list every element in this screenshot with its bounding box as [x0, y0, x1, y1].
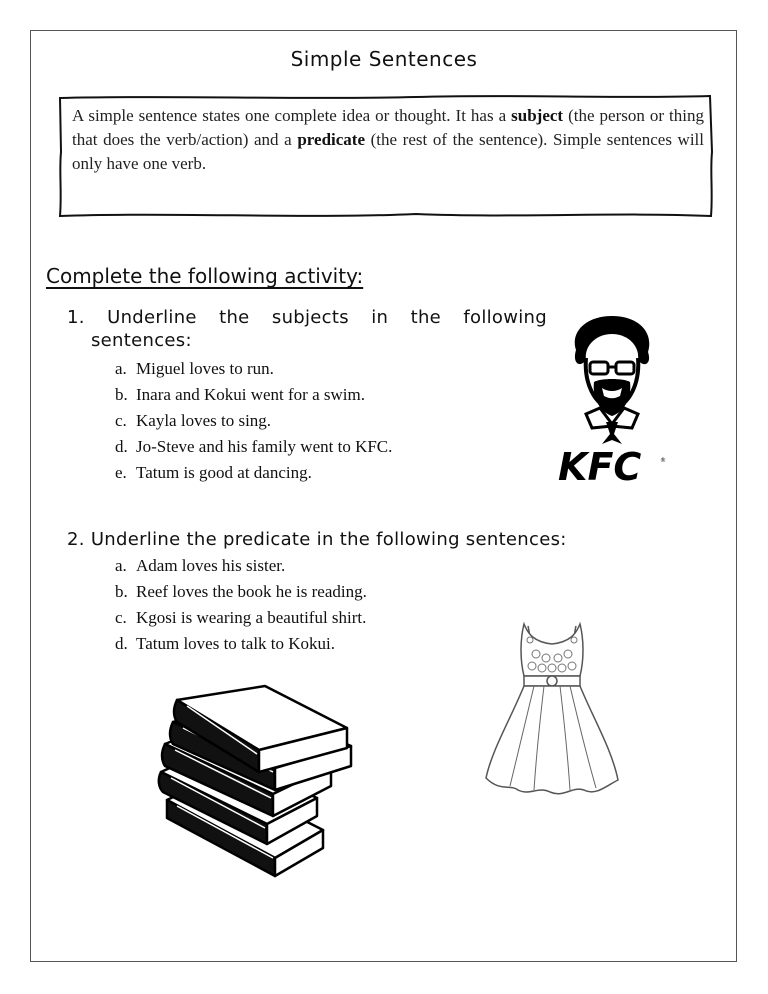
question-number: 2.	[67, 529, 85, 550]
list-item: b. Inara and Kokui went for a swim.	[115, 385, 365, 404]
page-title: Simple Sentences	[290, 47, 478, 71]
list-item: c. Kayla loves to sing.	[115, 411, 272, 430]
question-1: 1. Underline the subjects in the following sentences:	[67, 307, 547, 351]
list-item: a. Adam loves his sister.	[115, 556, 286, 575]
list-item: d. Tatum loves to talk to Kokui.	[115, 634, 336, 653]
list-item: c. Kgosi is wearing a beautiful shirt.	[115, 608, 367, 627]
question-number: 1.	[67, 307, 85, 328]
question-2-list	[115, 553, 367, 657]
term-subject: subject	[511, 106, 564, 125]
list-item: b. Reef loves the book he is reading.	[115, 582, 367, 601]
list-item: d. Jo-Steve and his family went to KFC.	[115, 437, 393, 456]
term-predicate: predicate	[297, 130, 365, 149]
svg-text:KFC: KFC	[558, 445, 642, 487]
svg-text:®: ®	[660, 457, 666, 464]
list-item: a. Miguel loves to run.	[115, 359, 274, 378]
activity-heading: Complete the following activity:	[46, 264, 364, 288]
book-stack-icon	[155, 682, 365, 887]
question-1-list	[115, 356, 392, 486]
kfc-logo-icon	[556, 312, 671, 487]
question-2: 2. Underline the predicate in the following sentences:	[67, 529, 567, 550]
list-item: e. Tatum is good at dancing.	[115, 463, 312, 482]
dress-icon	[480, 620, 625, 800]
definition-text: A simple sentence states one complete idea or thought. It has a subject (the person or thing that does the verb/action) and a predicate (the rest of the sentence). Simple sentences will only have one verb.	[72, 106, 704, 173]
